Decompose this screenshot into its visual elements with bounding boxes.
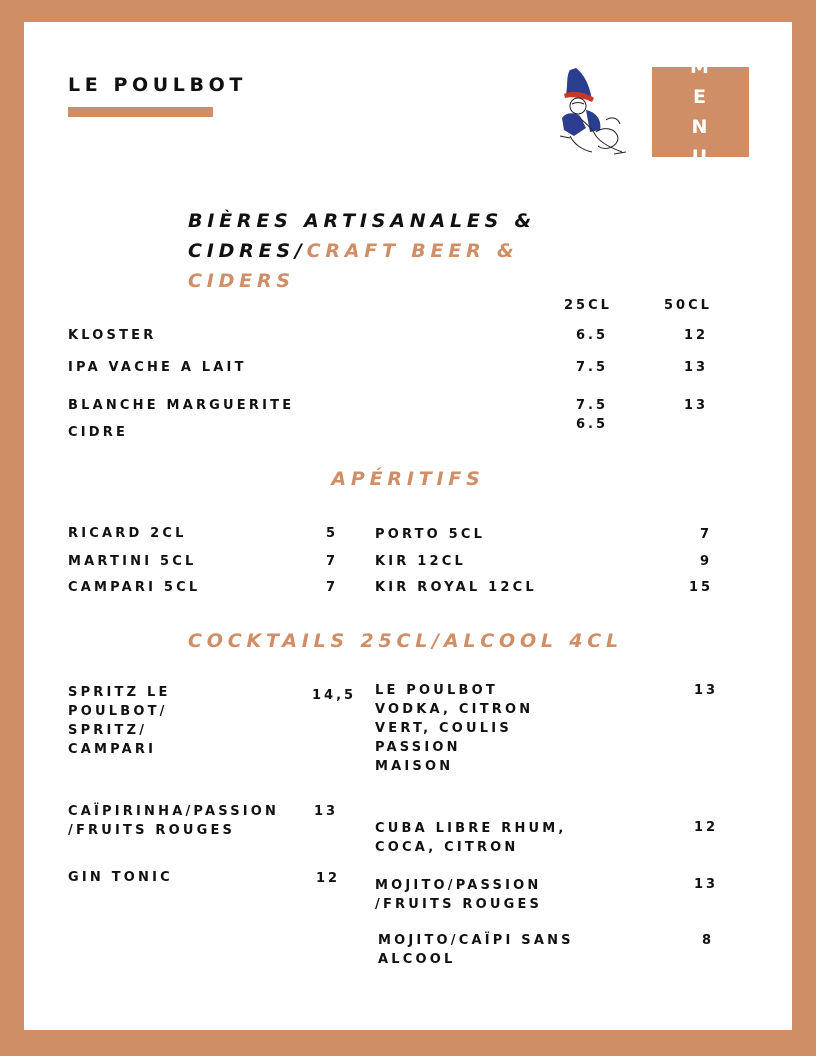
aperitif-price: 9 <box>700 554 713 569</box>
aperitif-price: 15 <box>689 580 714 595</box>
aperitif-price: 7 <box>326 580 339 595</box>
cocktail-price: 13 <box>694 877 719 892</box>
cocktail-name: CUBA LIBRE RHUM, COCA, CITRON <box>375 821 567 855</box>
menu-badge-label: MENU <box>690 56 717 168</box>
beer-name: BLANCHE MARGUERITE <box>68 398 295 413</box>
aperitif-price: 7 <box>326 554 339 569</box>
aperitif-price: 7 <box>700 527 713 542</box>
poulbot-mascot-illustration <box>556 66 630 158</box>
beer-name: IPA VACHE A LAIT <box>68 360 247 375</box>
brand-name: LE POULBOT <box>68 74 247 96</box>
cocktail-price: 13 <box>314 804 339 819</box>
aperitif-name: RICARD 2CL <box>68 526 187 541</box>
beer-price-50cl: 12 <box>684 328 709 343</box>
aperitif-name: MARTINI 5CL <box>68 554 197 569</box>
menu-page <box>24 22 792 1030</box>
cocktail-price: 12 <box>694 820 719 835</box>
cocktail-price: 14,5 <box>312 688 357 703</box>
col-header-25cl: 25CL <box>564 298 612 313</box>
cocktail-name: CAÏPIRINHA/PASSION /FRUITS ROUGES <box>68 804 280 838</box>
cocktails-section-title: COCKTAILS 25CL/ALCOOL 4CL <box>188 630 623 652</box>
beer-price-50cl: 13 <box>684 398 709 413</box>
menu-badge <box>652 56 749 168</box>
aperitif-name: KIR ROYAL 12CL <box>375 580 537 595</box>
cocktail-name: MOJITO/PASSION /FRUITS ROUGES <box>375 878 543 912</box>
cocktail-name: MOJITO/CAÏPI SANS ALCOOL <box>378 933 574 967</box>
beer-price-25cl: 7.5 <box>576 398 609 413</box>
beers-title-main: BIÈRES ARTISANALES & CIDRES/ <box>188 210 536 262</box>
aperitif-name: KIR 12CL <box>375 554 466 569</box>
cocktail-price: 8 <box>702 933 715 948</box>
beer-price-50cl: 13 <box>684 360 709 375</box>
beers-title-english: CRAFT BEER & CIDERS <box>188 240 519 292</box>
cocktail-price: 13 <box>694 683 719 698</box>
cocktail-price: 12 <box>316 871 341 886</box>
col-header-50cl: 50CL <box>664 298 712 313</box>
aperitif-price: 5 <box>326 526 339 541</box>
beers-section-title <box>188 206 628 296</box>
cocktail-name: SPRITZ LE POULBOT/ SPRITZ/ CAMPARI <box>68 685 171 757</box>
beer-price-25cl: 6.5 <box>576 417 609 432</box>
beer-price-25cl: 6.5 <box>576 328 609 343</box>
brand-underline <box>68 107 213 117</box>
beer-name: KLOSTER <box>68 328 157 343</box>
beer-price-25cl: 7.5 <box>576 360 609 375</box>
aperitif-name: PORTO 5CL <box>375 527 486 542</box>
beer-name: CIDRE <box>68 425 129 440</box>
cocktail-name: GIN TONIC <box>68 870 173 885</box>
aperitifs-section-title: APÉRITIFS <box>331 468 485 490</box>
cocktail-name: LE POULBOT VODKA, CITRON VERT, COULIS PASSION MAISON <box>375 683 534 774</box>
aperitif-name: CAMPARI 5CL <box>68 580 201 595</box>
